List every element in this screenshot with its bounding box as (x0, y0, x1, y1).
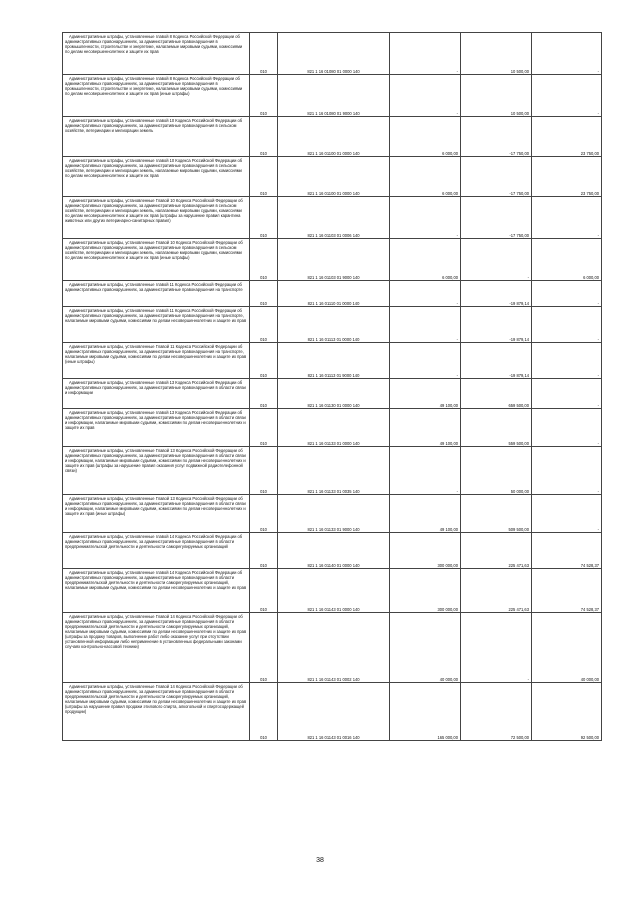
row-approved-cell: - (390, 75, 461, 117)
row-line-code-cell: 010 (250, 157, 278, 197)
row-executed-cell: 659 500,00 (461, 379, 532, 409)
row-unexecuted-cell: 92 500,00 (532, 683, 602, 741)
table-row (63, 569, 602, 613)
row-executed-cell: 559 500,00 (461, 409, 532, 447)
row-name-cell: Административные штрафы, установленные главой 14 Кодекса Российской Федерации об административных правонарушениях, за административные правонарушения в области предпринимательской деятельности и деятельности саморегулируемых организаций (63, 533, 250, 569)
row-budget-code-cell: 821 1 16 01110 01 0000 140 (278, 281, 390, 307)
row-name-cell: Административные штрафы, установленные Главой 13 Кодекса Российской Федерации об административных правонарушениях, за административные правонарушения в области связи и информации, налагаемые мировыми судьями, комиссиями по делам несовершеннолетних и защите их прав (иные штрафы) (63, 495, 250, 533)
row-unexecuted-cell: - (532, 281, 602, 307)
row-name-cell: Административные штрафы, установленные главой 10 Кодекса Российской Федерации об административных правонарушениях, за административные правонарушения в сельском хозяйстве, ветеринарии и мелиорации земель (63, 117, 250, 157)
row-approved-cell: 6 000,00 (390, 239, 461, 281)
row-unexecuted-cell: - (532, 197, 602, 239)
table-row (63, 495, 602, 533)
row-name-cell: Административные штрафы, установленные главой 14 Кодекса Российской Федерации об административных правонарушениях, за административные правонарушения в области предпринимательской деятельности и деятельности саморегулируемых организаций, налагаемые мировыми судьями, комиссиями по делам несовершеннолетних и защите их прав (63, 569, 250, 613)
row-approved-cell: 6 000,00 (390, 157, 461, 197)
row-line-code-cell: 010 (250, 533, 278, 569)
row-budget-code-cell: 821 1 16 01133 01 9000 140 (278, 495, 390, 533)
row-executed-cell: 10 500,00 (461, 33, 532, 75)
row-unexecuted-cell: - (532, 447, 602, 495)
table-row (63, 409, 602, 447)
row-name-cell: Административные штрафы, установленные Главой 10 Кодекса Российской Федерации об административных правонарушениях, за административные правонарушения в сельском хозяйстве, ветеринарии и мелиорации земель, налагаемые мировыми судьями, комиссиями по делам несовершеннолетних и защите их прав (иные штрафы) (63, 239, 250, 281)
row-budget-code-cell: 821 1 16 01143 01 0002 140 (278, 613, 390, 683)
table-row (63, 379, 602, 409)
row-unexecuted-cell: - (532, 495, 602, 533)
row-budget-code-cell: 821 1 16 01143 01 0000 140 (278, 569, 390, 613)
row-executed-cell: - (461, 613, 532, 683)
row-unexecuted-cell: - (532, 343, 602, 379)
row-line-code-cell: 010 (250, 239, 278, 281)
row-unexecuted-cell: - (532, 379, 602, 409)
row-budget-code-cell: 821 1 16 01113 01 9000 140 (278, 343, 390, 379)
row-approved-cell: 49 100,00 (390, 495, 461, 533)
row-executed-cell: -19 879,14 (461, 343, 532, 379)
row-approved-cell: 40 000,00 (390, 613, 461, 683)
row-approved-cell: 49 100,00 (390, 379, 461, 409)
row-name-cell: Административные штрафы, установленные главой 10 Кодекса Российской Федерации об административных правонарушениях, за административные правонарушения в сельском хозяйстве, ветеринарии и мелиорации земель, налагаемые мировыми судьями, комиссиями по делам несовершеннолетних и защите их прав (63, 157, 250, 197)
row-executed-cell: 225 471,63 (461, 533, 532, 569)
row-name-cell: Административные штрафы, установленные главой 8 Кодекса Российской Федерации об административных правонарушениях, за административные правонарушения в промышленности, строительстве и энергетике, налагаемые мировыми судьями, комиссиями по делам несовершеннолетних и защите их прав (63, 33, 250, 75)
row-budget-code-cell: 821 1 16 01080 01 9000 140 (278, 75, 390, 117)
row-approved-cell: 300 000,00 (390, 533, 461, 569)
table-row (63, 117, 602, 157)
row-executed-cell: 10 500,00 (461, 75, 532, 117)
row-approved-cell: - (390, 447, 461, 495)
row-budget-code-cell: 821 1 16 01130 01 0000 140 (278, 379, 390, 409)
row-executed-cell: -17 750,00 (461, 157, 532, 197)
row-name-cell: Административные штрафы, установленные Главой 14 Кодекса Российской Федерации об административных правонарушениях, за административные правонарушения в области предпринимательской деятельности и деятельности саморегулируемых организаций, налагаемые мировыми судьями, комиссиями по делам несовершеннолетних и защите их прав (штрафы за нарушение правил продажи этилового спирта, алкогольной и спиртосодержащей продукции) (63, 683, 250, 741)
table-row (63, 281, 602, 307)
row-executed-cell: -17 750,00 (461, 197, 532, 239)
row-line-code-cell: 010 (250, 343, 278, 379)
row-approved-cell: - (390, 33, 461, 75)
row-executed-cell: 72 500,00 (461, 683, 532, 741)
row-budget-code-cell: 821 1 16 01133 01 0035 140 (278, 447, 390, 495)
row-line-code-cell: 010 (250, 197, 278, 239)
report-sheet (62, 32, 601, 741)
row-budget-code-cell: 821 1 16 01080 01 0000 140 (278, 33, 390, 75)
table-row (63, 447, 602, 495)
row-executed-cell: 50 000,00 (461, 447, 532, 495)
row-line-code-cell: 010 (250, 495, 278, 533)
row-name-cell: Административные штрафы, установленные главой 8 Кодекса Российской Федерации об административных правонарушениях, за административные правонарушения в промышленности, строительстве и энергетике, налагаемые мировыми судьями, комиссиями по делам несовершеннолетних и защите их прав (иные штрафы) (63, 75, 250, 117)
row-unexecuted-cell: 40 000,00 (532, 613, 602, 683)
row-line-code-cell: 010 (250, 281, 278, 307)
row-line-code-cell: 010 (250, 379, 278, 409)
row-line-code-cell: 010 (250, 307, 278, 343)
row-executed-cell: - (461, 239, 532, 281)
row-executed-cell: -19 879,14 (461, 307, 532, 343)
row-approved-cell: 6 000,00 (390, 117, 461, 157)
row-name-cell: Административные штрафы, установленные главой 11 Кодекса Российской Федерации об административных правонарушениях, за административные правонарушения на транспорте (63, 281, 250, 307)
table-row (63, 683, 602, 741)
row-budget-code-cell: 821 1 16 01140 01 0000 140 (278, 533, 390, 569)
revenue-table-body (63, 33, 602, 741)
row-name-cell: Административные штрафы, установленные главой 11 Кодекса Российской Федерации об административных правонарушениях, за административные правонарушения на транспорте, налагаемые мировыми судьями, комиссиями по делам несовершеннолетних и защите их прав (63, 307, 250, 343)
row-approved-cell: 165 000,00 (390, 683, 461, 741)
row-budget-code-cell: 821 1 16 01143 01 0016 140 (278, 683, 390, 741)
row-name-cell: Административные штрафы, установленные Главой 11 Кодекса Российской Федерации об административных правонарушениях, за административные правонарушения на транспорте, налагаемые мировыми судьями, комиссиями по делам несовершеннолетних и защите их прав (иные штрафы) (63, 343, 250, 379)
row-executed-cell: 225 471,63 (461, 569, 532, 613)
row-unexecuted-cell: 23 750,00 (532, 157, 602, 197)
row-name-cell: Административные штрафы, установленные Главой 13 Кодекса Российской Федерации об административных правонарушениях, за административные правонарушения в области связи и информации, налагаемые мировыми судьями, комиссиями по делам несовершеннолетних и защите их прав (штрафы за нарушение правил оказания услуг подвижной радиотелефонной связи) (63, 447, 250, 495)
table-row (63, 75, 602, 117)
row-approved-cell: - (390, 281, 461, 307)
row-name-cell: Административные штрафы, установленные Главой 10 Кодекса Российской Федерации об административных правонарушениях, за административные правонарушения в сельском хозяйстве, ветеринарии и мелиорации земель, налагаемые мировыми судьями, комиссиями по делам несовершеннолетних и защите их прав (штрафы за нарушение правил карантина животных или других ветеринарно-санитарных правил) (63, 197, 250, 239)
row-approved-cell: - (390, 307, 461, 343)
row-line-code-cell: 010 (250, 683, 278, 741)
row-budget-code-cell: 821 1 16 01103 01 0006 140 (278, 197, 390, 239)
row-executed-cell: -17 750,00 (461, 117, 532, 157)
table-row (63, 197, 602, 239)
row-unexecuted-cell: 74 528,37 (532, 569, 602, 613)
row-line-code-cell: 010 (250, 117, 278, 157)
row-line-code-cell: 010 (250, 409, 278, 447)
table-row (63, 157, 602, 197)
row-unexecuted-cell: 6 000,00 (532, 239, 602, 281)
row-executed-cell: -19 879,14 (461, 281, 532, 307)
row-unexecuted-cell: 23 750,00 (532, 117, 602, 157)
row-unexecuted-cell: - (532, 75, 602, 117)
row-line-code-cell: 010 (250, 33, 278, 75)
row-unexecuted-cell: - (532, 307, 602, 343)
row-line-code-cell: 010 (250, 447, 278, 495)
row-budget-code-cell: 821 1 16 01133 01 0000 140 (278, 409, 390, 447)
row-name-cell: Административные штрафы, установленные главой 13 Кодекса Российской Федерации об административных правонарушениях, за административные правонарушения в области связи и информации, налагаемые мировыми судьями, комиссиями по делам несовершеннолетних и защите их прав (63, 409, 250, 447)
row-line-code-cell: 010 (250, 613, 278, 683)
row-approved-cell: - (390, 343, 461, 379)
revenue-table (62, 32, 602, 741)
table-row (63, 343, 602, 379)
row-approved-cell: - (390, 197, 461, 239)
row-line-code-cell: 010 (250, 569, 278, 613)
row-line-code-cell: 010 (250, 75, 278, 117)
row-approved-cell: 49 100,00 (390, 409, 461, 447)
table-row (63, 239, 602, 281)
page-number: 38 (316, 857, 324, 864)
row-budget-code-cell: 821 1 16 01113 01 0000 140 (278, 307, 390, 343)
row-budget-code-cell: 821 1 16 01100 01 0000 140 (278, 157, 390, 197)
table-row (63, 307, 602, 343)
row-budget-code-cell: 821 1 16 01100 01 0000 140 (278, 117, 390, 157)
row-unexecuted-cell: - (532, 409, 602, 447)
row-budget-code-cell: 821 1 16 01103 01 9000 140 (278, 239, 390, 281)
table-row (63, 613, 602, 683)
row-unexecuted-cell: 74 528,37 (532, 533, 602, 569)
row-approved-cell: 300 000,00 (390, 569, 461, 613)
row-name-cell: Административные штрафы, установленные Главой 14 Кодекса Российской Федерации об административных правонарушениях, за административные правонарушения в области предпринимательской деятельности и деятельности саморегулируемых организаций, налагаемые мировыми судьями, комиссиями по делам несовершеннолетних и защите их прав (штрафы за продажу товаров, выполнение работ либо оказание услуг при отсутствии установленной информации либо неприменение в установленных федеральными законами случаях контрольно-кассовой техники) (63, 613, 250, 683)
table-row (63, 33, 602, 75)
table-row (63, 533, 602, 569)
row-unexecuted-cell: - (532, 33, 602, 75)
row-name-cell: Административные штрафы, установленные главой 13 Кодекса Российской Федерации об административных правонарушениях, за административные правонарушения в области связи и информации (63, 379, 250, 409)
row-executed-cell: 509 500,00 (461, 495, 532, 533)
